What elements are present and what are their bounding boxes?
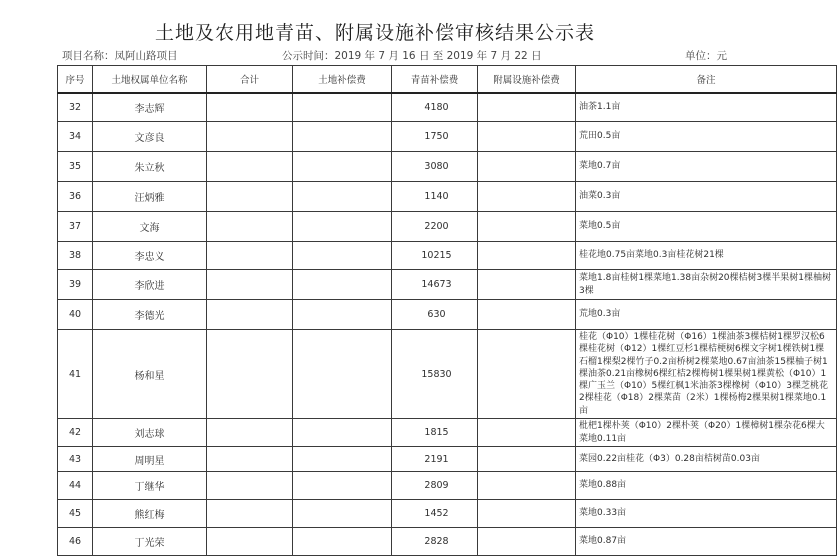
- cell-note: 桂花地0.75亩菜地0.3亩桂花树21棵: [576, 242, 837, 270]
- cell-owner-name: 文海: [93, 212, 207, 242]
- cell-facility: [478, 152, 576, 182]
- cell-seq: 43: [58, 447, 93, 472]
- cell-seedling: 4180: [392, 93, 478, 122]
- cell-total: [207, 93, 293, 122]
- unit-label: 单位：元: [685, 50, 727, 62]
- cell-total: [207, 270, 293, 300]
- cell-owner-name: 汪炳雅: [93, 182, 207, 212]
- cell-land: [293, 419, 392, 447]
- header-facility-compensation: 附属设施补偿费: [478, 66, 576, 94]
- cell-seq: 34: [58, 122, 93, 152]
- project-name: 项目名称：凤阿山路项目: [62, 50, 178, 62]
- cell-note: 荒地0.3亩: [576, 300, 837, 330]
- cell-seedling: 2191: [392, 447, 478, 472]
- cell-total: [207, 300, 293, 330]
- cell-note: 菜园0.22亩桂花（Φ3）0.28亩桔树苗0.03亩: [576, 447, 837, 472]
- cell-note: 菜地0.88亩: [576, 472, 837, 500]
- cell-seedling: 630: [392, 300, 478, 330]
- header-seq: 序号: [58, 66, 93, 94]
- table-row: [58, 330, 837, 419]
- table-row: [58, 528, 837, 556]
- cell-seq: 38: [58, 242, 93, 270]
- cell-land: [293, 528, 392, 556]
- cell-owner-name: 朱立秋: [93, 152, 207, 182]
- cell-seedling: 1750: [392, 122, 478, 152]
- cell-total: [207, 242, 293, 270]
- cell-total: [207, 472, 293, 500]
- header-note: 备注: [576, 66, 837, 94]
- header-seedling-compensation: 青苗补偿费: [392, 66, 478, 94]
- table-row: [58, 472, 837, 500]
- table-row: [58, 93, 837, 122]
- cell-note: 油茶1.1亩: [576, 93, 837, 122]
- cell-owner-name: 丁光荣: [93, 528, 207, 556]
- cell-facility: [478, 528, 576, 556]
- cell-owner-name: 刘志球: [93, 419, 207, 447]
- cell-facility: [478, 182, 576, 212]
- cell-land: [293, 500, 392, 528]
- table-row: [58, 270, 837, 300]
- cell-owner-name: 丁继华: [93, 472, 207, 500]
- cell-facility: [478, 447, 576, 472]
- cell-facility: [478, 212, 576, 242]
- cell-seedling: 1815: [392, 419, 478, 447]
- table-row: [58, 182, 837, 212]
- cell-seedling: 1140: [392, 182, 478, 212]
- cell-seedling: 1452: [392, 500, 478, 528]
- cell-facility: [478, 122, 576, 152]
- cell-owner-name: 文彦良: [93, 122, 207, 152]
- cell-note: 桂花（Φ10）1棵桂花树（Φ16）1棵油茶3棵桔树1棵罗汉松6棵桂花树（Φ12）1棵红豆杉1棵桔梗树6棵文字树1棵铁树1棵石榴1棵梨2棵竹子0.2亩桥树2棵菜地0.67亩油茶15棵柚子树1棵油茶0.21亩橡树6棵红桔2棵梅树1棵果树1棵黄松（Φ10）1棵广玉兰（Φ10）5棵红枫1米油茶3棵橡树（Φ10）3棵芝桃花2棵桂花（Φ18）2棵菜苗（2米）1棵杨梅2棵果树1棵菜地0.1亩: [576, 330, 837, 419]
- document-title: 土地及农用地青苗、附属设施补偿审核结果公示表: [154, 22, 595, 44]
- cell-owner-name: 李忠义: [93, 242, 207, 270]
- cell-seq: 46: [58, 528, 93, 556]
- table-row: [58, 152, 837, 182]
- cell-seq: 40: [58, 300, 93, 330]
- cell-facility: [478, 242, 576, 270]
- table-row: [58, 212, 837, 242]
- table-row: [58, 122, 837, 152]
- cell-owner-name: 李德光: [93, 300, 207, 330]
- cell-facility: [478, 472, 576, 500]
- cell-land: [293, 152, 392, 182]
- cell-land: [293, 93, 392, 122]
- cell-land: [293, 472, 392, 500]
- cell-total: [207, 212, 293, 242]
- cell-seq: 39: [58, 270, 93, 300]
- cell-total: [207, 152, 293, 182]
- cell-total: [207, 500, 293, 528]
- cell-land: [293, 242, 392, 270]
- cell-note: 菜地0.7亩: [576, 152, 837, 182]
- cell-note: 荒田0.5亩: [576, 122, 837, 152]
- header-land-compensation: 土地补偿费: [293, 66, 392, 94]
- table-row: [58, 300, 837, 330]
- cell-facility: [478, 419, 576, 447]
- cell-seedling: 10215: [392, 242, 478, 270]
- cell-note: 油菜0.3亩: [576, 182, 837, 212]
- cell-seedling: 2200: [392, 212, 478, 242]
- cell-seq: 45: [58, 500, 93, 528]
- table-row: [58, 419, 837, 447]
- cell-seq: 35: [58, 152, 93, 182]
- cell-owner-name: 周明星: [93, 447, 207, 472]
- cell-facility: [478, 93, 576, 122]
- cell-seedling: 15830: [392, 330, 478, 419]
- cell-total: [207, 419, 293, 447]
- cell-total: [207, 528, 293, 556]
- cell-owner-name: 李志辉: [93, 93, 207, 122]
- cell-note: 菜地0.5亩: [576, 212, 837, 242]
- cell-land: [293, 330, 392, 419]
- cell-total: [207, 330, 293, 419]
- cell-seedling: 2809: [392, 472, 478, 500]
- compensation-table: [57, 65, 837, 556]
- cell-seq: 37: [58, 212, 93, 242]
- table-row: [58, 500, 837, 528]
- cell-note: 枇杷1棵朴荚（Φ10）2棵朴荚（Φ20）1棵樟树1棵杂花6棵大菜地0.11亩: [576, 419, 837, 447]
- cell-seedling: 3080: [392, 152, 478, 182]
- cell-seq: 44: [58, 472, 93, 500]
- cell-owner-name: 杨和星: [93, 330, 207, 419]
- cell-facility: [478, 270, 576, 300]
- table-header-row: [58, 66, 837, 94]
- cell-owner-name: 熊红梅: [93, 500, 207, 528]
- publicity-period: 公示时间：2019 年 7 月 16 日 至 2019 年 7 月 22 日: [282, 50, 542, 62]
- cell-seq: 36: [58, 182, 93, 212]
- cell-land: [293, 447, 392, 472]
- cell-total: [207, 182, 293, 212]
- cell-owner-name: 李欣进: [93, 270, 207, 300]
- cell-seedling: 14673: [392, 270, 478, 300]
- table-row: [58, 447, 837, 472]
- header-owner-name: 土地权属单位名称: [93, 66, 207, 94]
- cell-seq: 42: [58, 419, 93, 447]
- cell-facility: [478, 500, 576, 528]
- cell-seq: 41: [58, 330, 93, 419]
- header-total: 合计: [207, 66, 293, 94]
- cell-facility: [478, 330, 576, 419]
- cell-seq: 32: [58, 93, 93, 122]
- cell-note: 菜地0.87亩: [576, 528, 837, 556]
- cell-land: [293, 182, 392, 212]
- cell-land: [293, 122, 392, 152]
- cell-total: [207, 447, 293, 472]
- cell-facility: [478, 300, 576, 330]
- cell-land: [293, 212, 392, 242]
- cell-note: 菜地0.33亩: [576, 500, 837, 528]
- cell-seedling: 2828: [392, 528, 478, 556]
- table-row: [58, 242, 837, 270]
- cell-land: [293, 270, 392, 300]
- cell-land: [293, 300, 392, 330]
- cell-total: [207, 122, 293, 152]
- cell-note: 菜地1.8亩桂树1棵菜地1.38亩杂树20棵桔树3棵半果树1棵柚树3棵: [576, 270, 837, 300]
